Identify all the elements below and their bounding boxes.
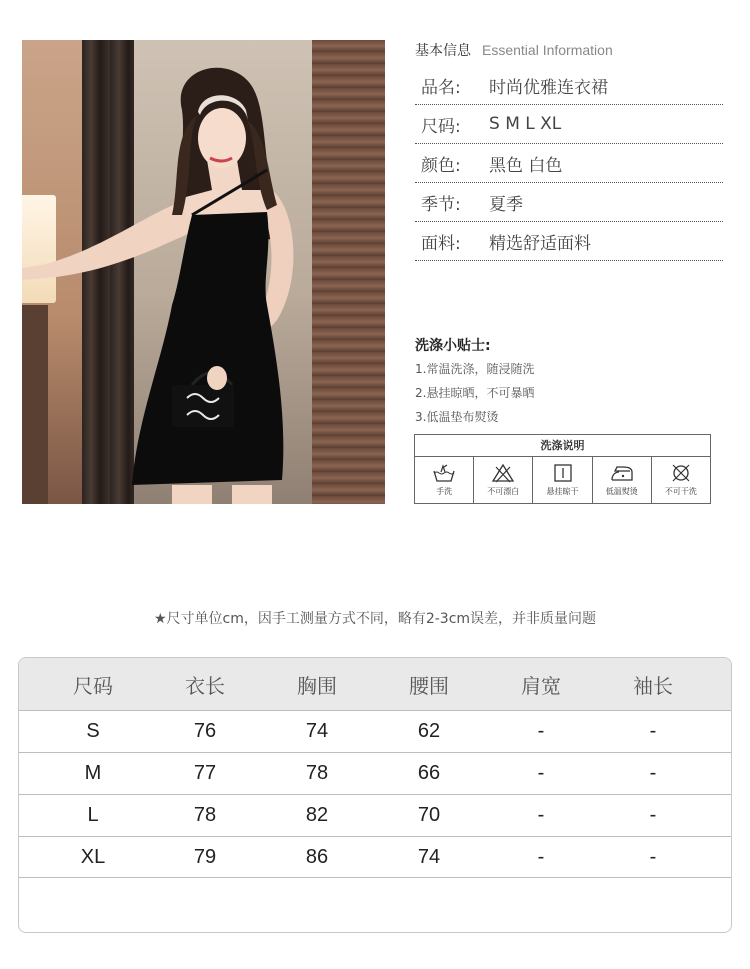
tips-title: 洗涤小贴士: (415, 338, 491, 354)
table-cell: L (87, 804, 99, 826)
info-row-name (415, 66, 723, 105)
table-cell: 74 (305, 720, 329, 742)
info-label: 颜色: (421, 155, 461, 176)
info-value: 时尚优雅连衣裙 (489, 77, 608, 98)
table-cell: - (649, 720, 657, 742)
info-value: 夏季 (489, 194, 523, 215)
header-cell: 胸围 (297, 673, 337, 698)
table-cell: 86 (305, 845, 329, 868)
wash-cell-iron (593, 457, 652, 503)
table-cell: 78 (305, 762, 329, 784)
table-cell: 82 (305, 804, 329, 826)
size-table-header (19, 658, 731, 710)
tip-item: 3.低温垫布熨烫 (415, 410, 499, 424)
table-cell: 70 (417, 804, 441, 826)
header-cell: 衣长 (185, 673, 225, 698)
wash-cell-dry (533, 457, 592, 503)
table-cell: M (84, 762, 102, 784)
hang-dry-icon (550, 463, 576, 483)
table-cell: 77 (193, 762, 217, 784)
info-panel (415, 40, 723, 261)
table-cell: S (86, 720, 100, 742)
table-cell: - (649, 845, 657, 868)
tip-item: 1.常温洗涤，随浸随洗 (415, 362, 535, 376)
table-cell: 66 (417, 762, 441, 784)
model-figure (22, 40, 385, 504)
header-cell: 尺码 (73, 673, 113, 698)
info-row-size (415, 105, 723, 144)
wash-label: 悬挂晾干 (546, 487, 579, 496)
table-row (19, 794, 731, 836)
wash-cell-hand (415, 457, 474, 503)
info-row-fabric (415, 222, 723, 261)
info-title-zh: 基本信息 (415, 43, 471, 59)
wash-label: 低温熨烫 (605, 487, 638, 496)
wash-instructions (414, 434, 711, 504)
table-row (19, 710, 731, 752)
info-row-color (415, 144, 723, 183)
size-table (18, 657, 732, 933)
info-label: 季节: (421, 194, 461, 215)
wash-cell-dryclean (652, 457, 710, 503)
hand-wash-icon (431, 463, 457, 483)
washing-tips (415, 335, 715, 429)
wash-label: 手洗 (436, 487, 453, 496)
size-note: ★尺寸单位cm，因手工测量方式不同，略有2-3cm误差，并非质量问题 (153, 611, 597, 627)
info-value: 精选舒适面料 (489, 233, 591, 254)
wash-label: 不可漂白 (487, 487, 520, 496)
info-value: 黑色 白色 (489, 155, 563, 176)
table-cell: - (537, 804, 545, 826)
table-cell: - (649, 762, 657, 784)
table-cell: 76 (193, 720, 217, 742)
table-cell: 62 (417, 720, 441, 742)
table-cell: - (649, 804, 657, 826)
table-cell: - (537, 845, 545, 868)
wash-title: 洗涤说明 (415, 435, 710, 457)
info-value: S M L XL (489, 114, 562, 134)
table-cell: 74 (417, 845, 441, 868)
table-row (19, 836, 731, 878)
table-cell: - (537, 720, 545, 742)
no-dry-clean-icon (668, 463, 694, 483)
info-label: 面料: (421, 233, 461, 254)
info-row-season (415, 183, 723, 222)
info-title-en: Essential Information (482, 42, 613, 58)
wash-cell-bleach (474, 457, 533, 503)
info-label: 尺码: (421, 116, 461, 137)
table-row (19, 752, 731, 794)
info-label: 品名: (421, 77, 461, 98)
table-cell: XL (80, 845, 106, 868)
table-cell: 79 (193, 845, 217, 868)
tip-item: 2.悬挂晾晒，不可暴晒 (415, 386, 535, 400)
wash-label: 不可干洗 (664, 487, 697, 496)
header-cell: 袖长 (633, 673, 673, 698)
header-cell: 腰围 (409, 673, 449, 698)
header-cell: 肩宽 (521, 673, 561, 698)
product-photo (22, 40, 385, 504)
low-iron-icon (609, 463, 635, 483)
table-cell: 78 (193, 804, 217, 826)
info-header (415, 40, 723, 66)
table-cell: - (537, 762, 545, 784)
no-bleach-icon (490, 463, 516, 483)
